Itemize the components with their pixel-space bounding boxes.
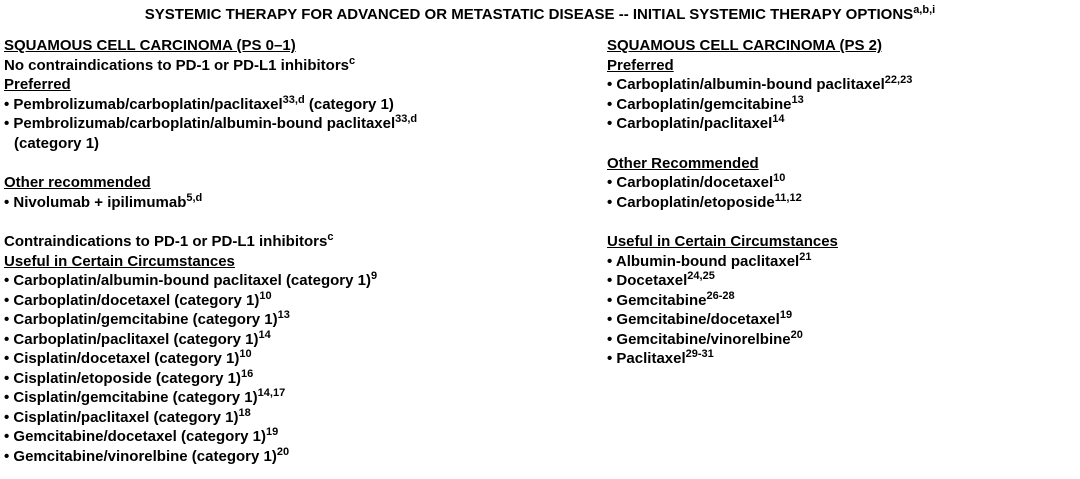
list-item-reference: 13: [277, 309, 290, 321]
list-item-reference: 19: [779, 309, 793, 321]
left-other-list: [4, 193, 594, 213]
list-item-reference: 33,d: [282, 93, 305, 106]
list-item-reference: 10: [259, 289, 272, 302]
no-contraindications-footnote: c: [349, 54, 356, 67]
list-item-text: • Carboplatin/gemcitabine: [607, 95, 792, 113]
left-preferred-label: Preferred: [4, 76, 71, 93]
list-item-text: • Gemcitabine/vinorelbine (category 1): [4, 447, 277, 465]
contraindications-heading: [4, 232, 594, 252]
list-item-text: • Docetaxel: [607, 272, 688, 289]
list-item: [607, 349, 1077, 369]
right-other-label: Other Recommended: [607, 154, 759, 172]
list-item-reference: 26-28: [706, 289, 735, 302]
list-item-text: • Carboplatin/etoposide: [607, 193, 775, 211]
list-item-reference: 21: [799, 250, 812, 263]
contraindications-text: Contraindications to PD-1 or PD-L1 inhibitors: [4, 233, 328, 250]
list-item-text: • Nivolumab + ipilimumab: [4, 193, 187, 211]
list-item-text: • Gemcitabine/docetaxel: [607, 311, 780, 328]
list-item: [607, 291, 1077, 311]
list-item: [4, 349, 594, 369]
list-item: [4, 310, 594, 330]
list-item-reference: 20: [276, 445, 290, 458]
list-item-text: • Carboplatin/paclitaxel: [607, 115, 773, 132]
right-preferred-label: Preferred: [607, 56, 674, 74]
list-item-reference: 10: [239, 348, 252, 360]
list-item: [4, 388, 594, 408]
page-title-footnotes: a,b,i: [913, 4, 936, 16]
list-item-reference: 20: [790, 328, 803, 341]
left-heading: SQUAMOUS CELL CARCINOMA (PS 0–1): [4, 37, 296, 54]
no-contraindications-heading: [4, 56, 594, 76]
list-item: [607, 95, 1077, 115]
list-item-text: • Cisplatin/etoposide (category 1): [4, 369, 241, 387]
left-useful-label: Useful in Certain Circumstances: [4, 252, 235, 270]
list-item-reference: 22,23: [884, 74, 913, 86]
list-item-reference: 13: [791, 93, 804, 106]
list-item-reference: 16: [240, 367, 254, 380]
list-item-text: • Gemcitabine: [607, 291, 707, 309]
right-preferred-list: [607, 75, 1077, 134]
list-item-text: • Carboplatin/docetaxel: [607, 174, 774, 191]
list-item-text: • Carboplatin/docetaxel (category 1): [4, 291, 260, 309]
list-item-reference: 24,25: [687, 270, 715, 282]
no-contraindications-text: No contraindications to PD-1 or PD-L1 inhibitors: [4, 56, 350, 74]
list-item-reference: 9: [370, 270, 378, 282]
list-item-text: • Gemcitabine/vinorelbine: [607, 330, 791, 348]
right-column: [607, 36, 1077, 369]
list-item: [607, 114, 1077, 134]
list-item-reference: 10: [773, 172, 786, 184]
right-heading: SQUAMOUS CELL CARCINOMA (PS 2): [607, 37, 883, 54]
list-item: [4, 95, 594, 115]
list-item-text: • Paclitaxel: [607, 350, 686, 367]
list-item: [4, 427, 594, 447]
left-useful-list: [4, 271, 594, 466]
list-item-reference: 11,12: [774, 191, 802, 204]
list-item-text: • Carboplatin/albumin-bound paclitaxel (category 1): [4, 272, 371, 289]
list-item-text: • Gemcitabine/docetaxel (category 1): [4, 428, 267, 445]
list-item-reference: 19: [266, 426, 279, 438]
page-title: [0, 6, 1080, 23]
list-item-text: • Pembrolizumab/carboplatin/paclitaxel: [4, 95, 283, 113]
list-item-text: • Carboplatin/albumin-bound paclitaxel: [607, 76, 885, 93]
list-item: [4, 291, 594, 311]
right-useful-list: [607, 252, 1077, 369]
list-item-text: • Carboplatin/paclitaxel (category 1): [4, 330, 259, 348]
list-item-text: • Carboplatin/gemcitabine (category 1): [4, 311, 278, 328]
list-item: [4, 271, 594, 291]
list-item: [4, 330, 594, 350]
left-column: [4, 36, 594, 466]
list-item: [4, 447, 594, 467]
right-useful-label: Useful in Certain Circumstances: [607, 233, 838, 250]
list-item-reference: 14: [772, 113, 785, 125]
list-item: [607, 173, 1077, 193]
list-item: [4, 193, 594, 213]
list-item-reference: 29-31: [685, 348, 714, 360]
list-item: [4, 114, 594, 134]
list-item: [607, 271, 1077, 291]
list-item-text: • Pembrolizumab/carboplatin/albumin-bound paclitaxel: [4, 115, 396, 132]
left-preferred-list: [4, 95, 594, 134]
list-item-reference: 33,d: [395, 113, 418, 125]
list-item: [607, 75, 1077, 95]
left-other-label: Other recommended: [4, 174, 151, 191]
list-item-reference: 14,17: [257, 387, 286, 399]
right-other-list: [607, 173, 1077, 212]
list-item: [4, 408, 594, 428]
list-item-text: • Albumin-bound paclitaxel: [607, 252, 800, 270]
list-item-reference: 18: [238, 406, 251, 419]
list-item: [607, 330, 1077, 350]
list-item-suffix: (category 1): [304, 95, 394, 113]
list-item-reference: 5,d: [186, 191, 203, 204]
list-item-text: • Cisplatin/gemcitabine (category 1): [4, 389, 258, 406]
left-preferred-continuation: (category 1): [14, 134, 100, 152]
list-item-text: • Cisplatin/docetaxel (category 1): [4, 350, 240, 367]
list-item: [4, 369, 594, 389]
page-title-text: SYSTEMIC THERAPY FOR ADVANCED OR METASTATIC DISEASE -- INITIAL SYSTEMIC THERAPY OPTIONS: [144, 6, 914, 23]
list-item: [607, 252, 1077, 272]
list-item: [607, 193, 1077, 213]
contraindications-footnote: c: [327, 231, 334, 243]
list-item-reference: 14: [258, 328, 271, 341]
list-item-text: • Cisplatin/paclitaxel (category 1): [4, 408, 239, 426]
list-item: [607, 310, 1077, 330]
